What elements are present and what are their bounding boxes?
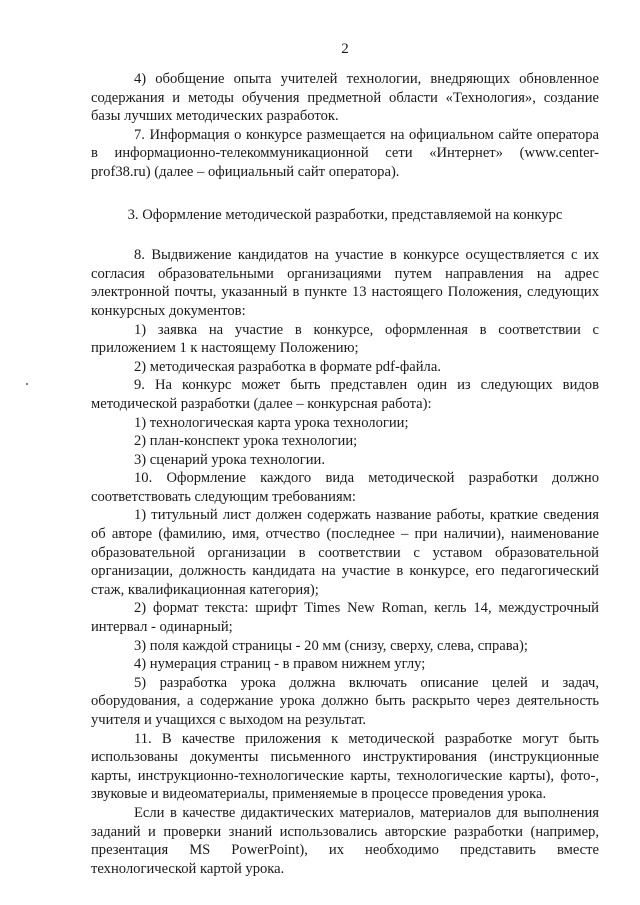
section-heading: 3. Оформление методической разработки, представляемой на конкурс bbox=[127, 206, 563, 223]
paragraph-11: 11. В качестве приложения к методической разработке могут быть использованы документы письменного инструктирования (инструкционные карты, инструкционно-технологические карты, технологические карты), фото-, звуковые и видеоматериалы, применяемые в процессе проведения урока. bbox=[91, 730, 599, 803]
document-body bbox=[91, 70, 599, 878]
scan-speck bbox=[26, 383, 28, 385]
paragraph-9-item-2: 2) план-конспект урока технологии; bbox=[134, 433, 358, 450]
paragraph-item-4: 4) обобщение опыта учителей технологии, внедряющих обновленное содержания и методы обучения предметной области «Технология», создание базы лучших методических разработок. bbox=[91, 71, 599, 125]
paragraph-10-item-1: 1) титульный лист должен содержать название работы, краткие сведения об авторе (фамилию, имя, отчество (последнее – при наличии), наименование образовательной организации в соответствии с уставом образовательной организации, должность кандидата на участие в конкурсе, его педагогический стаж, квалификационная категория); bbox=[91, 507, 599, 598]
paragraph-8: 8. Выдвижение кандидатов на участие в конкурсе осуществляется с их согласия образовательными организациями путем направления на адрес электронной почты, указанный в пункте 13 настоящего Положения, следующих конкурсных документов: bbox=[91, 247, 599, 319]
paragraph-10-item-5: 5) разработка урока должна включать описание целей и задач, оборудования, а содержание урока должно быть раскрыто через деятельность учителя и учащихся с выходом на результат. bbox=[91, 674, 599, 728]
paragraph-8-item-2: 2) методическая разработка в формате pdf-файла. bbox=[134, 358, 441, 375]
paragraph-9-item-3: 3) сценарий урока технологии. bbox=[134, 451, 326, 468]
paragraph-7: 7. Информация о конкурсе размещается на официальном сайте оператора в информационно-телекоммуникационной сети «Интернет» (www.center-prof38.ru) (далее – официальный сайт оператора). bbox=[91, 126, 599, 180]
paragraph-9-item-1: 1) технологическая карта урока технологии; bbox=[134, 414, 409, 431]
paragraph-9: 9. На конкурс может быть представлен один из следующих видов методической разработки (далее – конкурсная работа): bbox=[91, 377, 599, 412]
paragraph-10: 10. Оформление каждого вида методической разработки должно соответствовать следующим требованиям: bbox=[91, 470, 599, 505]
paragraph-10-item-4: 4) нумерация страниц - в правом нижнем углу; bbox=[134, 656, 426, 673]
paragraph-8-item-1: 1) заявка на участие в конкурсе, оформленная в соответствии с приложением 1 к настоящему Положению; bbox=[91, 321, 599, 357]
paragraph-10-item-3: 3) поля каждой страницы - 20 мм (снизу, сверху, слева, справа); bbox=[134, 637, 528, 654]
paragraph-10-item-2: 2) формат текста: шрифт Times New Roman, кегль 14, междустрочный интервал - одинарный; bbox=[91, 600, 599, 636]
page-number: 2 bbox=[341, 41, 349, 57]
paragraph-11-note: Если в качестве дидактических материалов, материалов для выполнения заданий и проверки знаний использовались авторские разработки (например, презентация MS PowerPoint), их необходимо представить вместе технологической картой урока. bbox=[91, 804, 599, 877]
